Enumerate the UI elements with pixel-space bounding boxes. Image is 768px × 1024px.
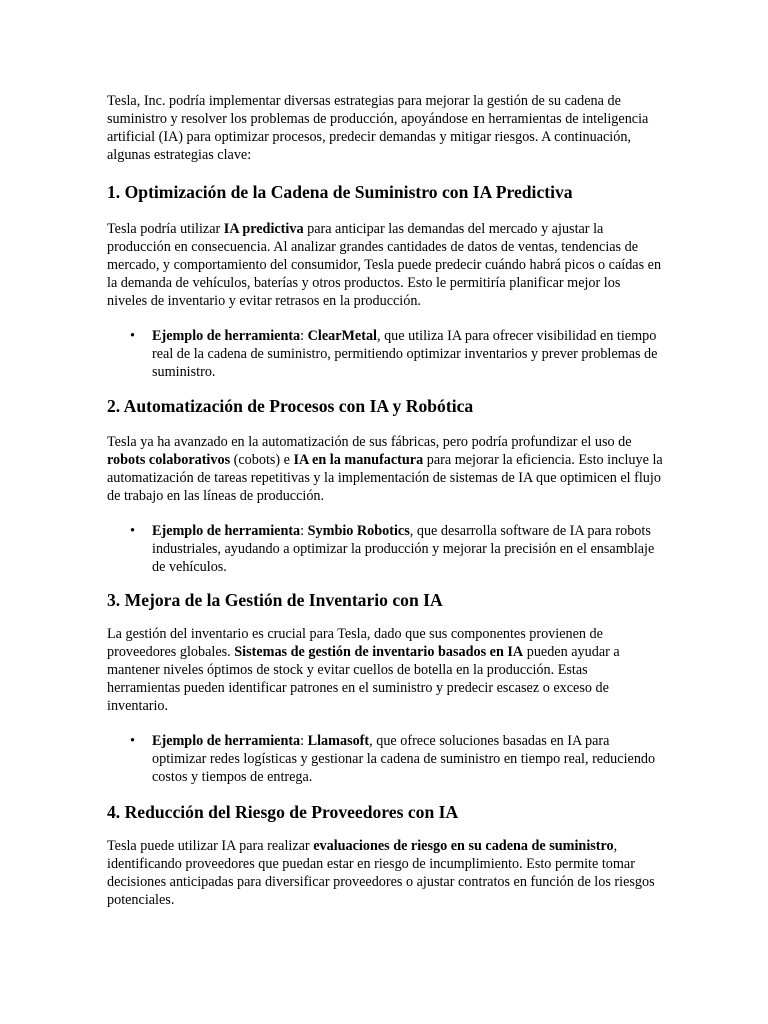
section-4-text-post: , identificando proveedores que puedan estar en riesgo de incumplimiento. Esto permite tomar decisiones anticipadas para diversificar proveedores o ajustar contratos en función de los riesgos potenciales. [107,838,655,908]
example-separator: : [300,328,308,344]
section-3-text-post: pueden ayudar a mantener niveles óptimos de stock y evitar cuellos de botella en la producción. Estas herramientas pueden identificar patrones en el suministro y predecir escasez o exceso de inventario. [107,644,620,714]
section-1-text-pre: Tesla podría utilizar [107,221,224,237]
example-separator: : [300,733,308,749]
section-2-text-pre: Tesla ya ha avanzado en la automatización de sus fábricas, pero podría profundizar el uso de [107,434,632,450]
example-description: , que utiliza IA para ofrecer visibilidad en tiempo real de la cadena de suministro, permitiendo optimizar inventarios y prever problemas de suministro. [152,328,658,380]
example-description: , que ofrece soluciones basadas en IA para optimizar redes logísticas y gestionar la cadena de suministro en tiempo real, reduciendo costos y tiempos de entrega. [152,733,656,785]
section-3-text-bold: Sistemas de gestión de inventario basados en IA [234,644,524,660]
section-2-heading: 2. Automatización de Procesos con IA y Robótica [107,396,474,416]
section-1-heading: 1. Optimización de la Cadena de Suministro con IA Predictiva [107,182,573,202]
section-3-example-item [152,732,663,786]
section-2-text-bold: robots colaborativos [107,452,231,468]
example-separator: : [300,523,308,539]
example-tool-name: ClearMetal [307,328,377,344]
example-description: , que desarrolla software de IA para robots industriales, ayudando a optimizar la producción y mejorar la precisión en el ensamblaje de vehículos. [152,523,655,575]
example-label: Ejemplo de herramienta [152,523,301,539]
section-1-paragraph [107,220,663,310]
section-1-text-bold: IA predictiva [223,221,304,237]
section-1-example-item [152,327,663,381]
section-2-text-post: para mejorar la eficiencia. Esto incluye la automatización de tareas repetitivas y la implementación de sistemas de IA que optimicen el flujo de trabajo en las líneas de producción. [107,452,663,504]
section-1-text-post: para anticipar las demandas del mercado y ajustar la producción en consecuencia. Al analizar grandes cantidades de datos de ventas, tendencias de mercado, y comportamiento del consumidor, Tesla puede predecir cuándo habrá picos o caídas en la demanda de vehículos, baterías y otros productos. Esto le permitiría planificar mejor los niveles de inventario y evitar retrasos en la producción. [107,221,662,309]
example-label: Ejemplo de herramienta [152,733,301,749]
example-tool-name: Symbio Robotics [307,523,410,539]
section-4-paragraph [107,837,663,909]
section-2-example-list [107,522,663,576]
example-tool-name: Llamasoft [307,733,370,749]
section-3-heading: 3. Mejora de la Gestión de Inventario con IA [107,590,443,610]
section-3-example-list [107,732,663,786]
section-2-paragraph [107,433,663,505]
section-1-example-list [107,327,663,381]
section-2-text-mid: (cobots) e [230,452,294,468]
intro-paragraph: Tesla, Inc. podría implementar diversas estrategias para mejorar la gestión de su cadena de suministro y resolver los problemas de producción, apoyándose en herramientas de inteligencia artificial (IA) para optimizar procesos, predecir demandas y mitigar riesgos. A continuación, algunas estrategias clave: [107,93,649,163]
section-4-text-pre: Tesla puede utilizar IA para realizar [107,838,314,854]
section-2-text-bold-2: IA en la manufactura [293,452,424,468]
section-4-heading: 4. Reducción del Riesgo de Proveedores con IA [107,802,459,822]
section-4-text-bold: evaluaciones de riesgo en su cadena de suministro [313,838,614,854]
section-3-paragraph [107,625,663,715]
section-2-example-item [152,522,663,576]
section-3-text-pre: La gestión del inventario es crucial para Tesla, dado que sus componentes provienen de proveedores globales. [107,626,603,660]
example-label: Ejemplo de herramienta [152,328,301,344]
